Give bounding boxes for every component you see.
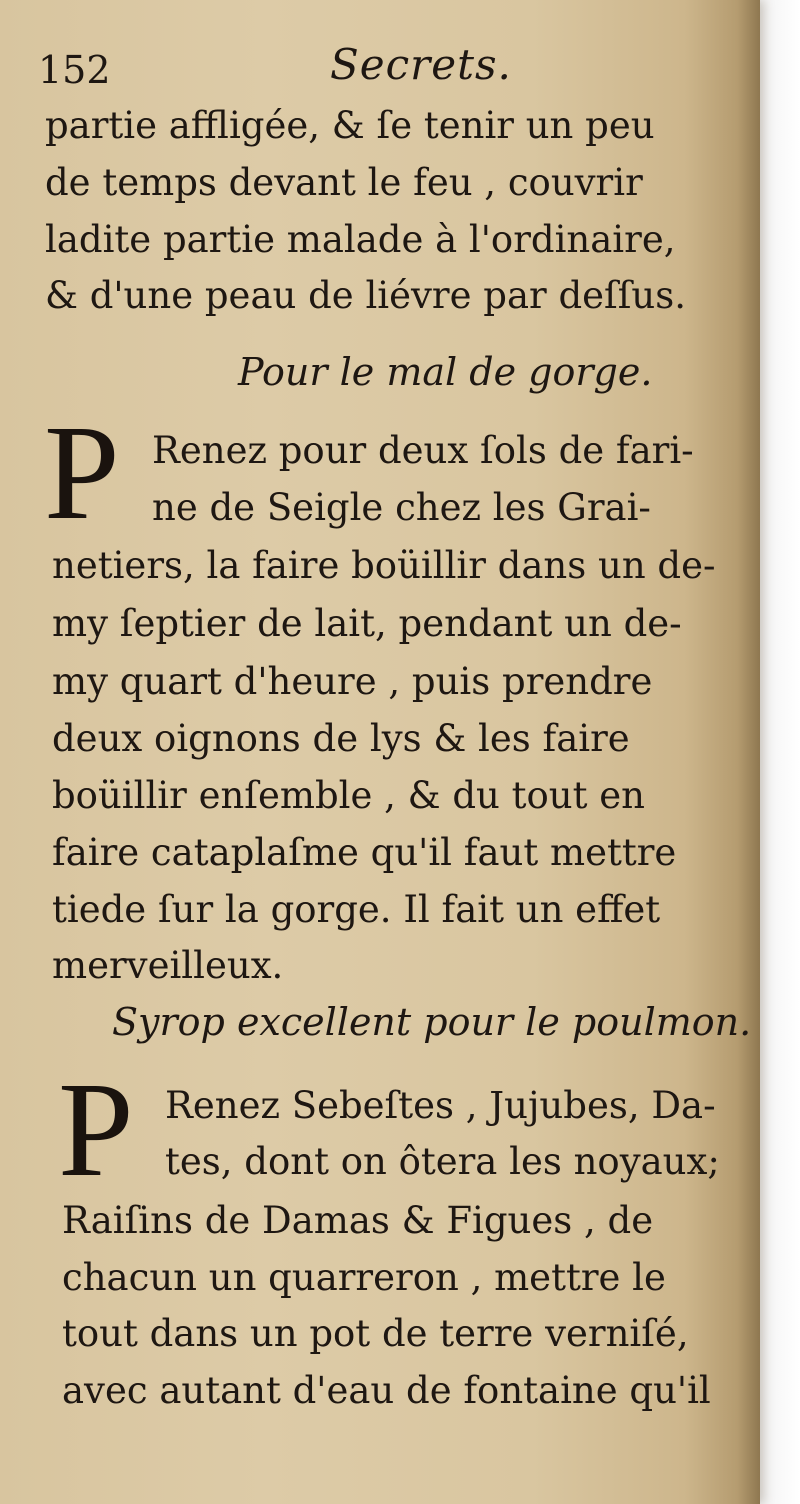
text-line: merveilleux. bbox=[52, 944, 284, 987]
section-heading: Syrop excellent pour le poulmon. bbox=[112, 1000, 752, 1044]
running-title: Secrets. bbox=[330, 40, 512, 89]
text-line: Renez pour deux ſols de fari- bbox=[152, 429, 694, 472]
text-line: faire cataplaſme qu'il faut mettre bbox=[52, 831, 677, 874]
text-line: deux oignons de lys & les faire bbox=[52, 717, 630, 760]
text-line: my quart d'heure , puis prendre bbox=[52, 660, 653, 703]
text-line: de temps devant le feu , couvrir bbox=[45, 161, 643, 204]
text-line: Renez Sebeſtes , Jujubes, Da- bbox=[165, 1084, 716, 1127]
text-line: tes, dont on ôtera les noyaux; bbox=[165, 1140, 720, 1183]
text-line: tout dans un pot de terre verniſé, bbox=[62, 1312, 689, 1355]
text-line: ladite partie malade à l'ordinaire, bbox=[45, 218, 676, 261]
text-line: avec autant d'eau de fontaine qu'il bbox=[62, 1369, 711, 1412]
section-heading: Pour le mal de gorge. bbox=[238, 350, 653, 394]
text-line: netiers, la faire boüillir dans un de- bbox=[52, 544, 716, 587]
text-line: & d'une peau de liévre par deſſus. bbox=[45, 274, 686, 317]
text-line: tiede ſur la gorge. Il fait un effet bbox=[52, 888, 661, 931]
text-line: ne de Seigle chez les Grai- bbox=[152, 486, 651, 529]
drop-cap: P bbox=[44, 398, 120, 548]
page-number: 152 bbox=[38, 48, 111, 92]
text-line: chacun un quarreron , mettre le bbox=[62, 1256, 666, 1299]
text-line: my ſeptier de lait, pendant un de- bbox=[52, 602, 682, 645]
text-line: boüillir enſemble , & du tout en bbox=[52, 774, 645, 817]
drop-cap: P bbox=[58, 1055, 134, 1205]
text-line: Raiſins de Damas & Figues , de bbox=[62, 1199, 654, 1242]
text-line: partie affligée, & ſe tenir un peu bbox=[45, 104, 655, 147]
